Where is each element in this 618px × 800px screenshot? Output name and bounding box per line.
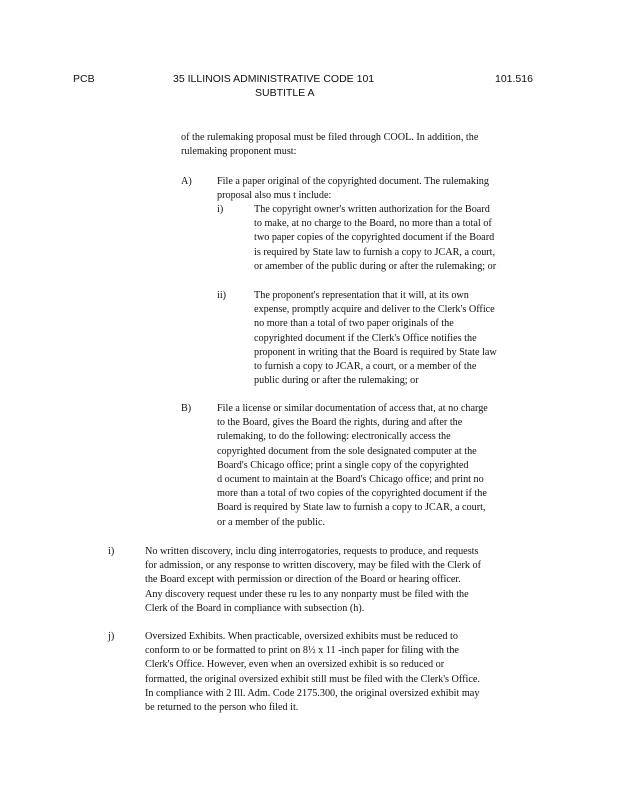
text-line: Any discovery request under these ru les to any nonparty must be filed with the	[145, 588, 469, 600]
item-a-marker: A)	[181, 176, 192, 187]
text-line: File a license or similar documentation of access that, at no charge	[217, 403, 488, 414]
text-line: more than a total of two copies of the copyrighted document if the	[217, 488, 487, 500]
text-line: to furnish a copy to JCAR, a court, or a member of the	[254, 361, 477, 373]
item-a-ii-text	[254, 289, 497, 388]
header-center-line2: SUBTITLE A	[255, 87, 315, 99]
text-line: to the Board, gives the Board the rights, during and after the	[217, 417, 463, 429]
text-line: no more than a total of two paper originals of the	[254, 318, 454, 330]
text-line: be returned to the person who filed it.	[145, 702, 299, 714]
text-line: proposal also mus t include:	[217, 190, 332, 202]
text-line: rulemaking proponent must:	[181, 146, 297, 158]
item-a-i-text	[254, 203, 496, 274]
text-line: formatted, the original oversized exhibit still must be filed with the Clerk's Office.	[145, 673, 480, 685]
text-line: is required by State law to furnish a copy to JCAR, a court,	[254, 246, 496, 258]
header-right: 101.516	[495, 73, 533, 85]
text-line: copyrighted document if the Clerk's Office notifies the	[254, 332, 477, 344]
text-line: the Board except with permission or direction of the Board or hearing officer.	[145, 574, 461, 586]
text-line: No written discovery, inclu ding interrogatories, requests to produce, and requests	[145, 546, 479, 557]
text-line: rulemaking, to do the following: electronically access the	[217, 431, 451, 443]
text-line: for admission, or any response to written discovery, may be filed with the Clerk of	[145, 560, 482, 572]
text-line: Board's Chicago office; print a single copy of the copyrighted	[217, 459, 469, 471]
item-j-text	[145, 630, 480, 715]
text-line: In compliance with 2 Ill. Adm. Code 2175.300, the original oversized exhibit may	[145, 687, 480, 699]
item-j-marker: j)	[108, 631, 115, 642]
item-b-marker: B)	[181, 403, 192, 414]
text-line: two paper copies of the copyrighted document if the Board	[254, 232, 495, 244]
text-line: d ocument to maintain at the Board's Chicago office; and print no	[217, 474, 484, 486]
item-i-text	[145, 545, 481, 616]
text-line: public during or after the rulemaking; or	[254, 375, 419, 387]
item-a-i-marker: i)	[217, 204, 224, 215]
text-line: Clerk's Office. However, even when an oversized exhibit is so reduced or	[145, 659, 445, 671]
text-line: of the rulemaking proposal must be filed through COOL. In addition, the	[181, 132, 479, 143]
text-line: Clerk of the Board in compliance with subsection (h).	[145, 602, 365, 614]
text-line: File a paper original of the copyrighted document. The rulemaking	[217, 176, 489, 187]
item-a-text	[217, 175, 489, 203]
header-center	[173, 73, 413, 99]
text-line: copyrighted document from the sole designated computer at the	[217, 445, 477, 457]
item-i-marker: i)	[108, 546, 115, 557]
text-line: The proponent's representation that it will, at its own	[254, 290, 469, 301]
text-line: Board is required by State law to furnish a copy to JCAR, a court,	[217, 502, 486, 514]
text-line: Oversized Exhibits. When practicable, oversized exhibits must be reduced to	[145, 631, 458, 642]
item-a-ii-marker: ii)	[217, 290, 227, 301]
header-center-line1: 35 ILLINOIS ADMINISTRATIVE CODE 101	[173, 73, 375, 85]
intro-paragraph	[181, 131, 478, 159]
header-left: PCB	[73, 73, 95, 85]
text-line: proponent in writing that the Board is required by State law	[254, 346, 497, 358]
text-line: to make, at no charge to the Board, no more than a total of	[254, 218, 492, 230]
text-line: The copyright owner's written authorization for the Board	[254, 204, 490, 215]
item-b-text	[217, 402, 488, 530]
text-line: expense, promptly acquire and deliver to the Clerk's Office	[254, 304, 495, 316]
text-line: conform to or be formatted to print on 8½ x 11 -inch paper for filing with the	[145, 645, 459, 657]
text-line: or a member of the public.	[217, 516, 326, 528]
text-line: or amember of the public during or after the rulemaking; or	[254, 260, 497, 272]
